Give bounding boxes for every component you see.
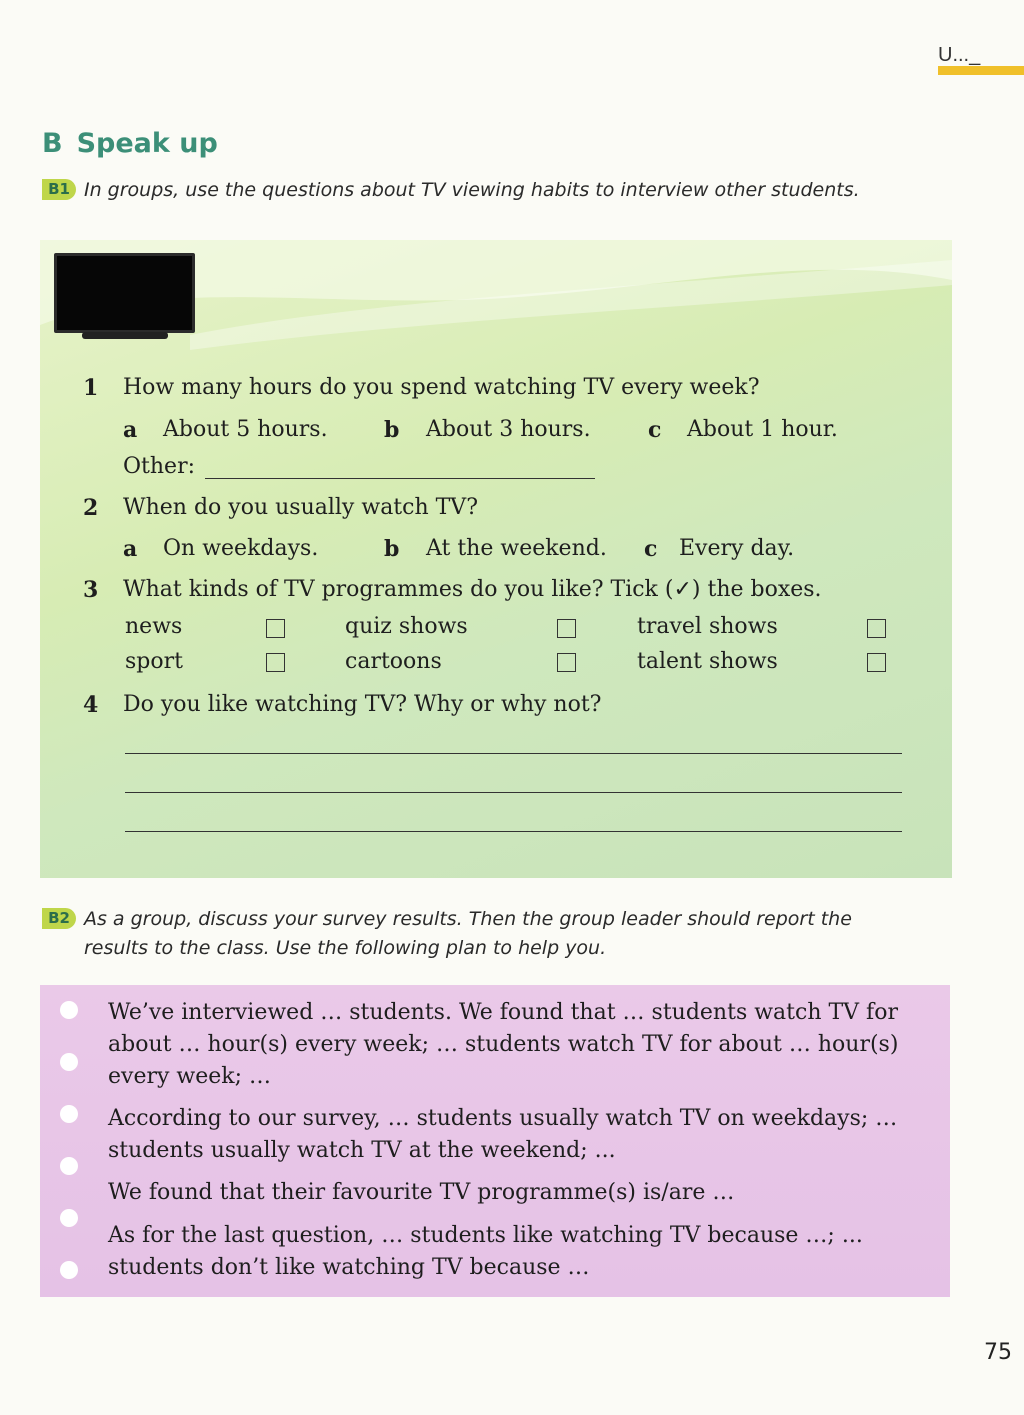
q1-other-answer-line[interactable] [205,478,595,479]
question-1-number: 1 [83,375,99,401]
question-4-text: Do you like watching TV? Why or why not? [123,692,602,717]
plan-paragraph-3: We found that their favourite TV programme(s) is/are … [108,1180,735,1205]
task-badge-b1: B1 [42,179,76,200]
question-2-text: When do you usually watch TV? [123,495,478,520]
q4-answer-line-2[interactable] [125,792,902,793]
report-plan-panel [40,985,950,1297]
programme-sport-checkbox[interactable] [266,653,285,672]
binder-hole [60,1157,78,1175]
programme-news-label: news [125,614,183,639]
programme-talent-shows-checkbox[interactable] [867,653,886,672]
programme-cartoons-checkbox[interactable] [557,653,576,672]
unit-tab-label: U..._ [938,44,981,66]
q2-option-b-text: At the weekend. [426,536,607,561]
programme-travel-shows-checkbox[interactable] [867,619,886,638]
binder-hole [60,1261,78,1279]
section-letter: B [42,128,63,159]
q2-option-a-text: On weekdays. [163,536,319,561]
binder-hole [60,1209,78,1227]
section-title: Speak up [76,128,218,159]
q2-option-c-letter: c [644,536,658,562]
programme-cartoons-label: cartoons [345,649,442,674]
programme-quiz-shows-label: quiz shows [345,614,468,639]
tv-image [54,253,195,333]
binder-hole [60,1001,78,1019]
unit-tab-bar [938,66,1024,75]
binder-hole [60,1105,78,1123]
b1-instruction: In groups, use the questions about TV viewing habits to interview other students. [84,179,860,201]
programme-travel-shows-label: travel shows [637,614,778,639]
q4-answer-line-3[interactable] [125,831,902,832]
survey-panel [40,240,952,878]
programme-quiz-shows-checkbox[interactable] [557,619,576,638]
q1-option-c-letter: c [648,417,662,443]
plan-paragraph-4: As for the last question, … students like watching TV because …; ... students don’t like watching TV because … [108,1223,863,1280]
q1-option-a-text: About 5 hours. [163,417,328,442]
q1-other-label: Other: [123,454,195,479]
programme-news-checkbox[interactable] [266,619,285,638]
section-heading [42,128,218,159]
q4-answer-line-1[interactable] [125,753,902,754]
question-4-number: 4 [83,692,99,718]
question-3-number: 3 [83,577,99,603]
page-number: 75 [984,1340,1012,1365]
q2-option-b-letter: b [384,536,400,562]
tv-stand [82,332,168,339]
q1-option-a-letter: a [123,417,138,443]
plan-paragraph-2: According to our survey, … students usually watch TV on weekdays; … students usually watch TV at the weekend; ... [108,1106,898,1163]
q1-option-b-letter: b [384,417,400,443]
q2-option-a-letter: a [123,536,138,562]
task-badge-b2: B2 [42,908,76,929]
binder-hole [60,1053,78,1071]
question-3-text: What kinds of TV programmes do you like? Tick (✓) the boxes. [123,577,822,602]
q2-option-c-text: Every day. [679,536,795,561]
programme-sport-label: sport [125,649,183,674]
programme-talent-shows-label: talent shows [637,649,778,674]
q1-option-b-text: About 3 hours. [426,417,591,442]
plan-paragraph-1: We’ve interviewed … students. We found that … students watch TV for about … hour(s) every week; … students watch TV for about … hour(s) every week; … [108,1000,899,1089]
question-2-number: 2 [83,495,99,521]
question-1-text: How many hours do you spend watching TV every week? [123,375,760,400]
q1-option-c-text: About 1 hour. [687,417,838,442]
b2-instruction-line-2: results to the class. Use the following plan to help you. [84,937,607,959]
b2-instruction-line-1: As a group, discuss your survey results. Then the group leader should report the [84,908,852,930]
